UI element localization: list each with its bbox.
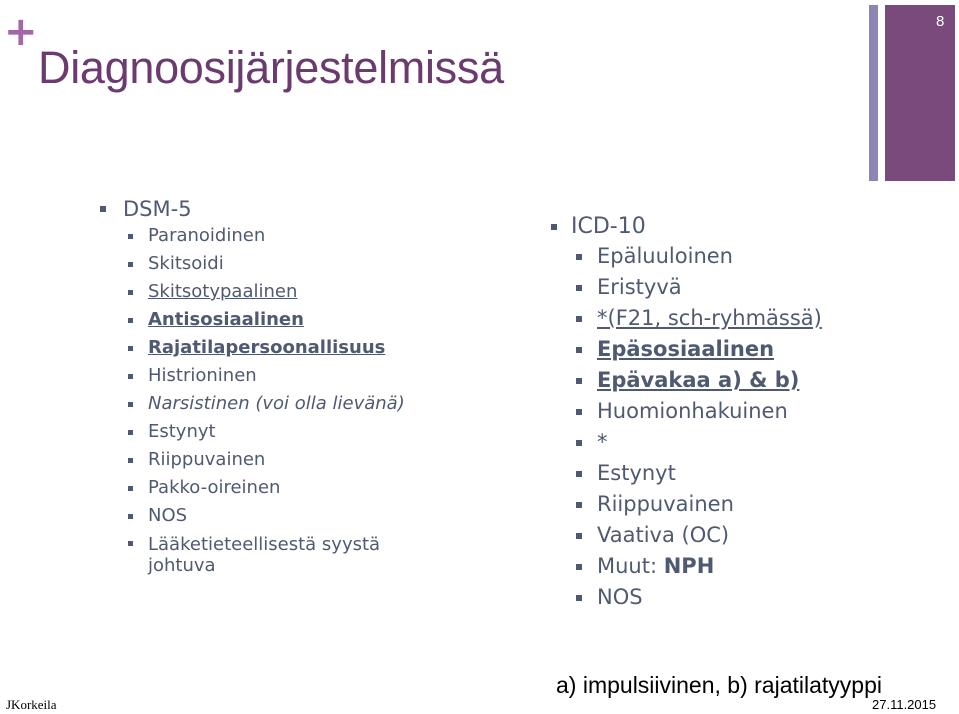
list-item: Eristyvä xyxy=(576,272,822,303)
list-item: Antisosiaalinen xyxy=(128,306,418,334)
list-item: *(F21, sch-ryhmässä) xyxy=(576,303,822,334)
list-item: Paranoidinen xyxy=(128,222,418,250)
author: JKorkeila xyxy=(6,697,57,712)
list-item: Muut: NPH xyxy=(576,551,822,582)
decor-bar-thick xyxy=(885,5,955,181)
list-item: Lääketieteellisestä syystä johtuva xyxy=(128,530,418,576)
dsm-heading xyxy=(100,196,192,222)
list-item: NOS xyxy=(576,582,822,613)
slide-title: Diagnoosijärjestelmissä xyxy=(38,42,504,93)
list-item: Estynyt xyxy=(128,418,418,446)
decor-bar-thin xyxy=(869,5,878,181)
plus-icon: + xyxy=(4,9,38,55)
list-item: NOS xyxy=(128,502,418,530)
list-item: Rajatilapersoonallisuus xyxy=(128,334,418,362)
dsm-heading-text: DSM-5 xyxy=(123,197,192,221)
list-item: Huomionhakuinen xyxy=(576,396,822,427)
list-item: Skitsotypaalinen xyxy=(128,278,418,306)
date: 27.11.2015 xyxy=(872,697,937,712)
list-item: Riippuvainen xyxy=(576,489,822,520)
icd-heading-text: ICD-10 xyxy=(571,214,646,239)
dsm-list xyxy=(128,222,418,576)
list-item: Narsistinen (voi olla lievänä) xyxy=(128,390,418,418)
list-item: Epäluuloinen xyxy=(576,241,822,272)
list-item: Riippuvainen xyxy=(128,446,418,474)
list-item: Epävakaa a) & b) xyxy=(576,365,822,396)
list-item: Skitsoidi xyxy=(128,250,418,278)
icd-list xyxy=(576,241,822,613)
list-item: Epäsosiaalinen xyxy=(576,334,822,365)
list-item: Estynyt xyxy=(576,458,822,489)
page-number: 8 xyxy=(936,13,945,30)
icd-heading xyxy=(551,213,646,241)
footnote: a) impulsiivinen, b) rajatilatyyppi xyxy=(556,672,882,698)
list-item: Histrioninen xyxy=(128,362,418,390)
list-item: Vaativa (OC) xyxy=(576,520,822,551)
list-item: Pakko-oireinen xyxy=(128,474,418,502)
list-item: * xyxy=(576,427,822,458)
